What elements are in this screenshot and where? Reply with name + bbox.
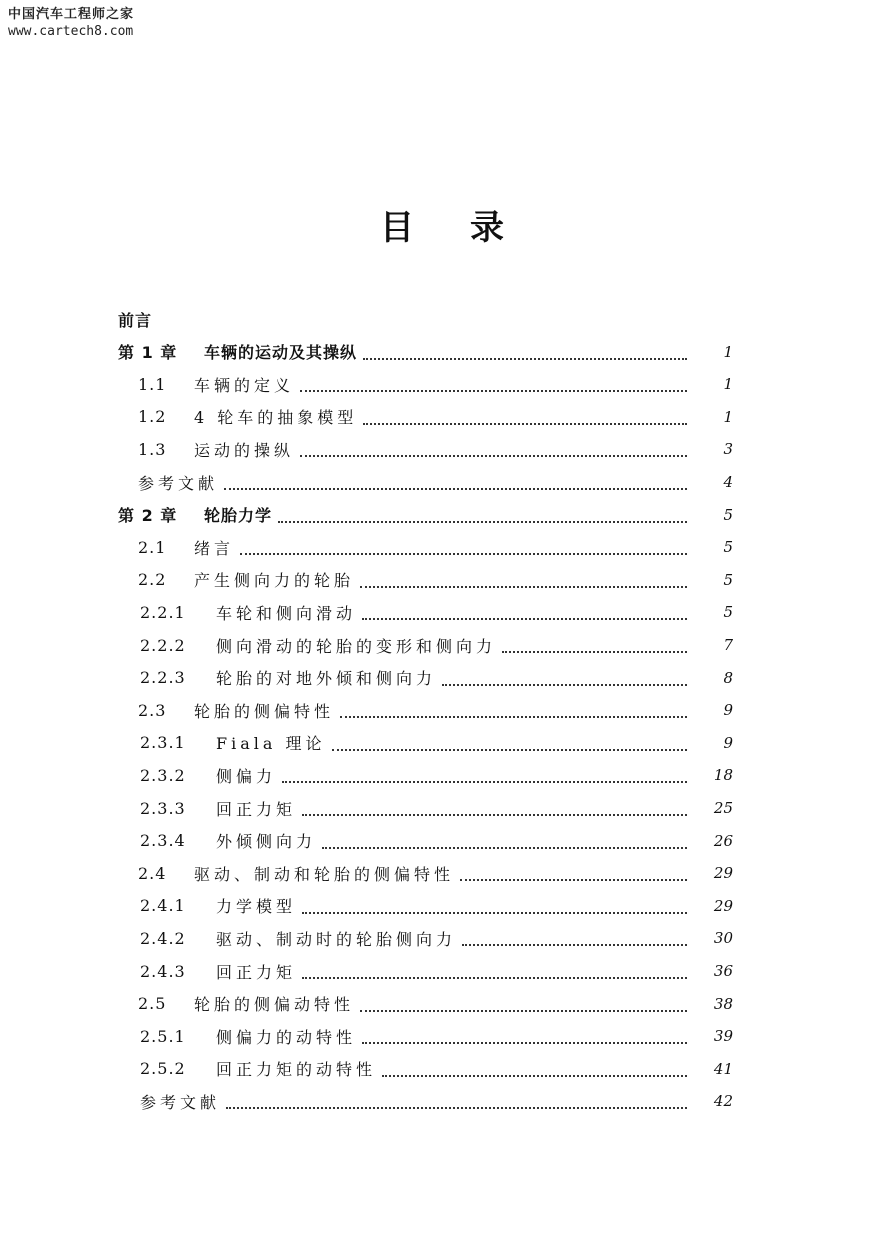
toc-entry-page: 36 [713,962,733,980]
toc-preface-label: 前言 [118,310,153,330]
toc-entry[interactable] [138,532,733,562]
toc-entry-label: 驱动、制动时的轮胎侧向力 [216,929,457,949]
toc-preface [118,304,152,334]
toc-entry[interactable] [140,630,733,660]
page-title: 目录 [380,208,560,248]
toc-entry-page: 5 [723,538,733,557]
toc-entry[interactable] [140,1086,733,1116]
toc-entry[interactable] [138,695,733,725]
toc-entry[interactable] [138,434,733,464]
toc-leader-dots [224,476,687,490]
toc-leader-dots [278,509,687,523]
toc-entry-label: Fiala 理论 [216,734,326,754]
toc-entry[interactable] [138,565,733,595]
toc-entry-label: 参考文献 [138,473,219,493]
toc-entry-label: 轮胎的对地外倾和侧向力 [216,669,437,689]
toc-entry-page: 29 [713,896,733,915]
toc-entry-number: 2.2.1 [140,602,186,622]
toc-leader-dots [300,443,687,457]
toc-leader-dots [382,1063,687,1077]
toc-entry-number: 1.3 [138,439,167,459]
toc-entry[interactable] [140,923,733,953]
toc-entry[interactable] [140,597,733,627]
toc-entry-page: 42 [713,1092,733,1111]
toc-entry-label: 轮胎的侧偏特性 [194,701,335,721]
watermark-site-name: 中国汽车工程师之家 [8,7,135,22]
watermark [8,6,134,40]
toc-entry-number: 1.1 [138,374,167,394]
toc-entry-label: 产生侧向力的轮胎 [194,571,355,591]
toc-entry-page: 39 [713,1027,733,1046]
toc-entry-page: 9 [723,701,733,720]
toc-entry-number: 2.3.1 [140,733,186,753]
toc-entry-page: 4 [723,473,733,491]
toc-entry[interactable] [140,1054,733,1084]
toc-entry-page: 25 [713,799,733,817]
toc-leader-dots [332,737,687,751]
toc-leader-dots [363,411,687,425]
toc-entry-number: 2.2.3 [140,668,186,688]
toc-entry[interactable] [138,369,733,399]
toc-entry-page: 5 [723,603,733,622]
toc-leader-dots [282,769,687,783]
toc-entry-number: 2.3.3 [140,798,186,818]
toc-entry-number: 2.2.2 [140,635,186,655]
toc-entry-number: 2.3.4 [140,831,186,851]
toc-entry-number: 2.4.1 [140,896,186,916]
toc-entry-page: 26 [713,831,733,850]
toc-entry-number: 2.2 [138,570,167,590]
toc-entry-label: 车轮和侧向滑动 [216,603,357,623]
toc-entry-label: 轮胎力学 [204,506,273,526]
toc-entry-page: 8 [723,668,733,687]
toc-entry[interactable] [138,402,733,432]
toc-leader-dots [502,639,687,653]
toc-leader-dots [360,998,687,1012]
toc-entry[interactable] [140,891,733,921]
toc-entry-page: 29 [713,864,733,883]
toc-entry[interactable] [118,500,733,530]
toc-entry-number: 2.5.2 [140,1059,186,1079]
toc-entry-label: 侧向滑动的轮胎的变形和侧向力 [216,636,497,656]
toc-entry-page: 5 [723,505,733,524]
toc-leader-dots [460,867,687,881]
toc-entry[interactable] [140,826,733,856]
toc-entry-number: 2.4 [138,863,167,883]
toc-entry-page: 7 [723,636,733,654]
toc-leader-dots [363,346,687,360]
toc-entry[interactable] [140,728,733,758]
toc-entry-label: 侧偏力的动特性 [216,1027,357,1047]
toc-entry-number: 2.3 [138,700,167,720]
toc-entry-number: 2.4.3 [140,961,186,981]
toc-entry[interactable] [138,467,733,497]
toc-entry-number: 2.1 [138,537,167,557]
toc-entry[interactable] [140,956,733,986]
toc-leader-dots [302,900,687,914]
toc-leader-dots [462,932,687,946]
toc-entry-label: 驱动、制动和轮胎的侧偏特性 [194,864,455,884]
toc-entry[interactable] [118,337,733,367]
toc-entry-label: 绪言 [194,538,235,558]
toc-entry-label: 回正力矩 [216,799,297,819]
toc-entry-label: 回正力矩的动特性 [216,1060,377,1080]
toc-entry-label: 运动的操纵 [194,440,295,460]
toc-leader-dots [362,1030,687,1044]
toc-entry-label: 参考文献 [140,1092,221,1112]
toc-leader-dots [340,704,687,718]
toc-entry-label: 4 轮车的抽象模型 [194,408,358,428]
toc-entry-number: 第 1 章 [118,343,178,363]
toc-leader-dots [360,574,687,588]
toc-entry-page: 38 [713,994,733,1013]
toc-leader-dots [300,378,687,392]
toc-entry[interactable] [138,989,733,1019]
toc-entry[interactable] [140,663,733,693]
toc-entry-page: 41 [713,1059,733,1078]
toc-entry-label: 侧偏力 [216,766,277,786]
toc-entry-number: 2.4.2 [140,928,186,948]
toc-leader-dots [362,606,687,620]
toc-entry-number: 2.3.2 [140,765,186,785]
toc-leader-dots [322,835,687,849]
toc-leader-dots [302,802,687,816]
toc-leader-dots [240,541,687,555]
toc-leader-dots [442,672,687,686]
toc-entry-label: 力学模型 [216,897,297,917]
toc-entry[interactable] [140,1021,733,1051]
toc-entry-number: 2.5 [138,994,167,1014]
toc-entry-page: 1 [723,342,733,361]
toc-leader-dots [226,1095,687,1109]
toc-entry-page: 18 [713,766,733,785]
toc-entry-number: 2.5.1 [140,1026,186,1046]
toc-entry-label: 车辆的定义 [194,375,295,395]
toc-entry-page: 1 [723,407,733,426]
toc-entry-page: 30 [713,929,733,948]
toc-entry-number: 第 2 章 [118,506,178,526]
toc-entry[interactable] [140,793,733,823]
toc-entry-page: 5 [723,570,733,589]
toc-leader-dots [302,965,687,979]
toc-entry-label: 回正力矩 [216,962,297,982]
toc-entry[interactable] [140,760,733,790]
toc-entry[interactable] [138,858,733,888]
toc-entry-page: 9 [723,733,733,752]
toc-entry-number: 1.2 [138,407,167,427]
watermark-url: www.cartech8.com [8,24,134,39]
toc-entry-label: 车辆的运动及其操纵 [204,343,358,363]
toc-entry-page: 1 [723,375,733,394]
toc-entry-label: 轮胎的侧偏动特性 [194,995,355,1015]
toc-entry-label: 外倾侧向力 [216,832,317,852]
toc-entry-page: 3 [723,440,733,459]
